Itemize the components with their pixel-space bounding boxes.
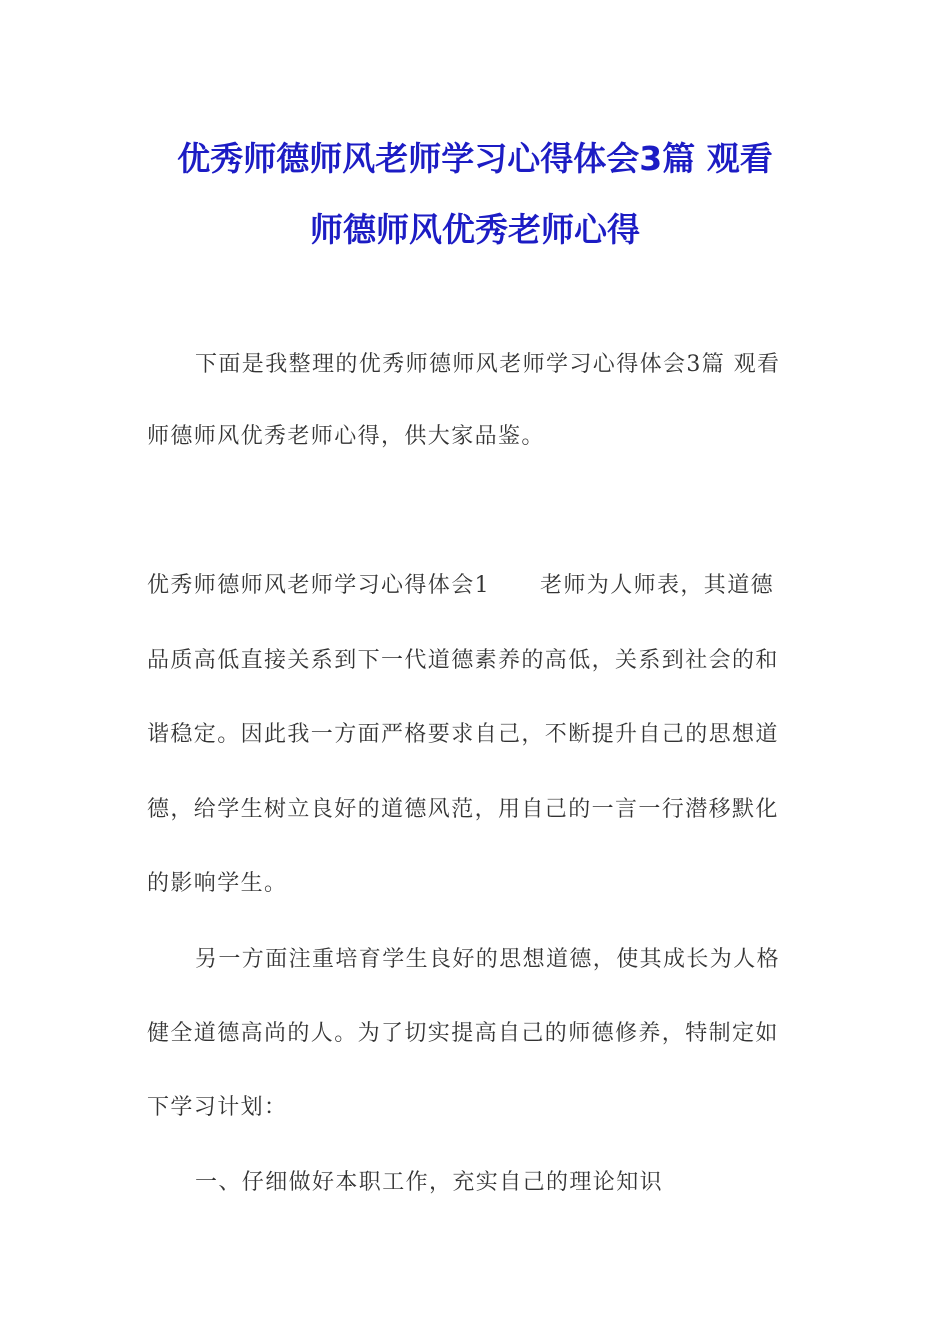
paragraph-2-line-1: 另一方面注重培育学生良好的思想道德，使其成长为人格 [195, 947, 781, 972]
paragraph-1-line-3: 谐稳定。因此我一方面严格要求自己，不断提升自己的思想道 [147, 722, 779, 747]
document-title-line-1: 优秀师德师风老师学习心得体会3篇 观看 [177, 139, 773, 178]
paragraph-2-line-3: 下学习计划： [147, 1095, 288, 1120]
paragraph-1-line-2: 品质高低直接关系到下一代道德素养的高低，关系到社会的和 [147, 648, 779, 673]
document-title-line-2: 师德师风优秀老师心得 [310, 210, 640, 249]
paragraph-1-line-1: 老师为人师表，其道德 [540, 573, 775, 598]
section-heading-line [147, 568, 774, 599]
list-item-1: 一、仔细做好本职工作，充实自己的理论知识 [195, 1170, 664, 1195]
section-heading: 优秀师德师风老师学习心得体会1 [147, 573, 490, 598]
intro-line-2: 师德师风优秀老师心得，供大家品鉴。 [147, 424, 545, 449]
paragraph-1-line-5: 的影响学生。 [147, 871, 288, 896]
intro-line-1: 下面是我整理的优秀师德师风老师学习心得体会3篇 观看 [195, 352, 781, 377]
paragraph-1-line-4: 德，给学生树立良好的道德风范，用自己的一言一行潜移默化 [147, 797, 779, 822]
paragraph-2-line-2: 健全道德高尚的人。为了切实提高自己的师德修养，特制定如 [147, 1021, 779, 1046]
